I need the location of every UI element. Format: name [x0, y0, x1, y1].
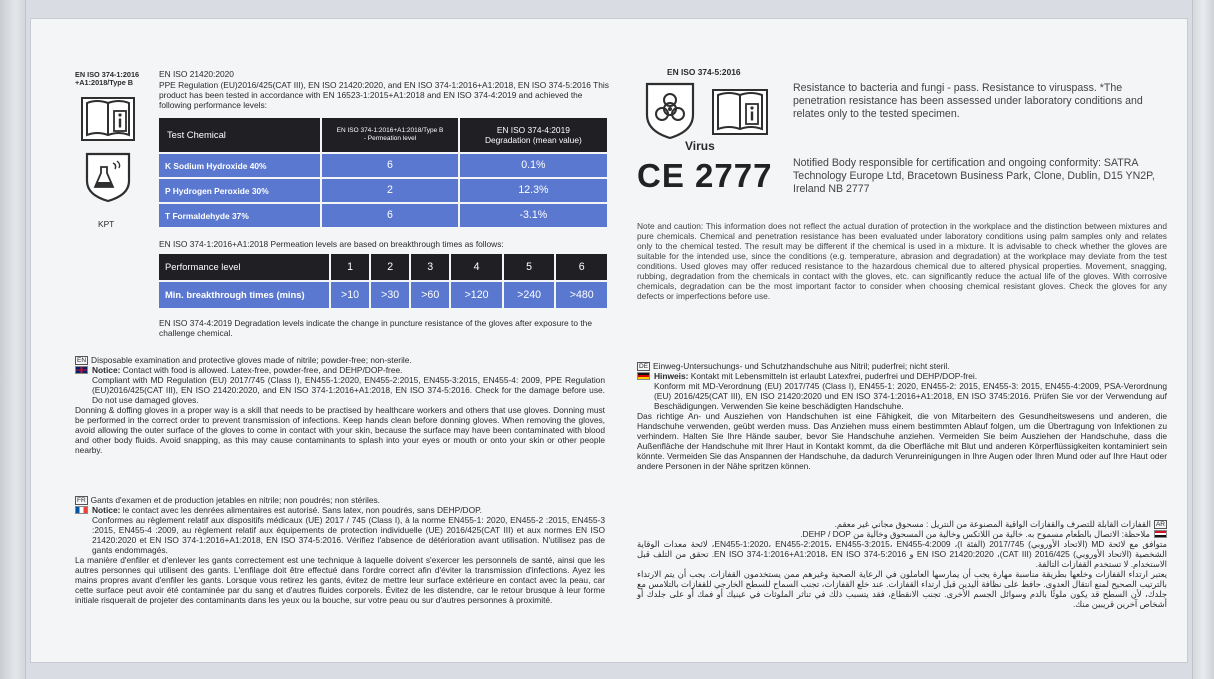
kpt-label: KPT — [98, 219, 115, 229]
ce-mark: CE 2777 — [637, 157, 773, 194]
left-std-label: EN ISO 374-1:2016 +A1:2018/Type B — [75, 70, 140, 88]
col-test-chemical: Test Chemical — [159, 118, 320, 152]
col-permeation: EN ISO 374-1:2016+A1:2018/Type B - Permeation level — [322, 118, 457, 152]
col-degradation: EN ISO 374-4:2019 Degradation (mean value) — [460, 118, 607, 152]
table-row: Performance level 1 2 3 4 5 6 — [159, 254, 607, 280]
lang-code-de: DE — [639, 363, 649, 370]
intro-text: PPE Regulation (EU)2016/425(CAT III), EN ISO 21420:2020, and EN ISO 374-1:2016+A1:2018, EN ISO 374-5:2016 This product has been tested in accordance with EN 16523-1:2015+A1:2018 and EN ISO 374-4:2019 and achieved the following performance levels: — [159, 80, 609, 110]
uk-flag-icon — [75, 366, 88, 374]
info-book-icon — [81, 97, 135, 141]
table-row: T Formaldehyde 37% 6 -3.1% — [159, 204, 607, 227]
performance-level-table — [157, 252, 609, 310]
chemical-hazard-shield-icon — [83, 151, 133, 201]
lang-code-ar: AR — [1155, 521, 1165, 528]
lang-code-fr: FR — [77, 497, 86, 504]
lang-code-en: EN — [77, 357, 87, 364]
std-374-5-label: EN ISO 374-5:2016 — [667, 67, 741, 77]
box-flap-left — [0, 0, 26, 679]
germany-flag-icon — [637, 372, 650, 380]
table-row: K Sodium Hydroxide 40% 6 0.1% — [159, 154, 607, 177]
resistance-text: Resistance to bacteria and fungi - pass. Resistance to viruspass. *The penetration resistance has been assessed under laboratory conditions and relates only to the tested specimen. — [793, 82, 1143, 120]
glove-box-back-panel — [30, 18, 1188, 663]
permeation-note: EN ISO 374-1:2016+A1:2018 Permeation levels are based on breakthrough times as follows: — [159, 239, 504, 249]
arabic-flag-icon — [1154, 530, 1167, 538]
section-en: EN Disposable examination and protective gloves made of nitrile; powder-free; non-sterile. Notice: Contact with food is allowed. Latex-free, powder-free, and DEHP/DOP-free. Compliant with MD Regulation (EU) 2017/745 (Class I), EN455-1:2020, EN455-2:2015, EN455-3:2015, EN455-4: 2009, PPE Regulation (EU)2016/425(CAT III), EN ISO 21420:2020, and EN ISO 374-1:2016+A1:2018, EN ISO 374-5:2016. Check for the damage before use. Do not use damaged gloves. Donning & doffing gloves in a proper way is a skill that needs to be practised by healthcare workers and others that use gloves. Donning must be performed in the correct order to prevent transmission of infections. Keep hands clean before donning gloves. When removing the gloves, avoid allowing the outer surface of the gloves to come in contact with your skin, because the surface may have been contaminated with blood and other body fluids. Avoid snapping, as this may cause contaminants to splash into your eyes or mouth or onto your skin or other people nearby. — [75, 355, 605, 455]
section-ar: ARالقفازات القابلة للتصرف والقفازات الواقية المصنوعة من النتريل : مسحوق مجاني غير معقم. ملاحظة: الاتصال بالطعام مسموح به. خالية من اللاتكس وخالية من المسحوق وخالية من DEHP / DOP. متوافق مع لائحة MD (الاتحاد الأوروبي) 2017/745 (الفئة I)، EN455-1:2020، EN455-2:2015، EN455-3:2015، EN455-4:2009، لائحة معدات الوقاية الشخصية (الاتحاد الأوروبي) 2016/425 (CAT III)، EN ISO 21420:2020 و EN ISO 374-1:2016+A1:2018، EN ISO 374-5:2016. تحقق من التلف قبل الاستخدام. لا تستخدم القفازات التالفة. يعتبر ارتداء القفازات وخلعها بطريقة مناسبة مهارة يجب أن يمارسها العاملون في الرعاية الصحية وغيرهم ممن يستخدمون القفازات. يجب أن يتم الارتداء بالترتيب الصحيح لمنع انتقال العدوى. حافظ على نظافة اليدين قبل ارتداء القفازات. عند خلع القفازات، تجنب السماح للسطح الخارجي للقفازات بالتلامس مع جلدك، لأن السطح قد يكون ملوثًا بالدم وسوائل الجسم الأخرى. تجنب الانقطاع، فقد يتسبب ذلك في تناثر الملوثات في عينيك أو فمك أو على جلدك أو أشخاص آخرين قريبين منك. — [637, 519, 1168, 609]
chemical-performance-table — [157, 116, 609, 229]
degradation-note: EN ISO 374-4:2019 Degradation levels indicate the change in puncture resistance of the gloves after exposure to the challenge chemical. — [159, 318, 592, 338]
virus-label: Virus — [685, 139, 715, 153]
box-flap-right — [1192, 0, 1214, 679]
section-de: DE Einweg-Untersuchungs- und Schutzhandschuhe aus Nitril; puderfrei; nicht steril. Hinweis: Kontakt mit Lebensmitteln ist erlaubt Latexfrei, puderfrei und DEHP/DOP-frei. Konform mit MD-Verordnung (EU) 2017/745 (Class I), EN455-1: 2020, EN455-2: 2015, EN455-3: 2015, EN455-4:2009, PSA-Verordnung (EU) 2016/425(CAT III), EN ISO 21420:2020 und EN ISO 374-1:2016+A1:2018, EN ISO 3745:2016. Prüfen Sie vor der Verwendung auf Beschädigungen. Verwenden Sie keine beschädigten Handschuhe. Das richtige An- und Ausziehen von Handschuhen ist eine Fähigkeit, die von Mitarbeitern des Gesundheitswesens und anderen, die Handschuhe verwenden, geübt werden muss. Das Anziehen muss einem bestimmten Ablauf folgen, um die Übertragung von Infektionen zu verhindern. Halten Sie Ihre Hände sauber, bevor Sie Handschuhe anziehen. Vermeiden Sie beim Ausziehen der Handschuhe, dass die Außenfläche der Handschuhe mit Ihrer Haut in Kontakt kommt, da die Oberfläche mit Blut und anderen Körperflüssigkeiten kontaminiert sein könnte. Vermeiden Sie das Anspannen der Handschuhe, da dadurch Verunreinigungen in Ihre Augen oder Ihren Mund oder auf Ihre Haut oder andere Personen in der Nähe spritzen können. — [637, 361, 1167, 471]
intro-std: EN ISO 21420:2020 — [159, 69, 234, 79]
caution-text: Note and caution: This information does not reflect the actual duration of protection in the workplace and the distinction between mixtures and pure chemicals. Chemical and penetration resistance has been evaluated under laboratory conditions using palm samples only and relates only to the chemical tested. The result may be different if the chemical is used in a mixture. It is advisable to check whether the gloves are suitable for the intended use, since the conditions (e.g. temperature, abrasion and degradation) at the workplace may deviate from the test conditions. Used gloves may offer reduced resistance to the hazardous chemical due to altered physical properties. Movement, snagging, rubbing, degradation from the chemicals in contact with the gloves, etc. can significantly reduce the actual life of the gloves. With corrosive chemicals, degradation can be the most important factor to consider when choosing chemical resistant gloves. Check the gloves for any defects or imperfections before use. — [637, 221, 1167, 301]
biohazard-shield-icon — [643, 81, 697, 141]
section-fr: FR Gants d'examen et de production jetables en nitrile; non poudrés; non stériles. Notice: le contact avec les denrées alimentaires est autorisé. Sans latex, non poudrés, sans DEHP/DOP. Conformes au règlement relatif aux dispositifs médicaux (UE) 2017 / 745 (Class I), à la norme EN455-1: 2020, EN455-2 :2015, EN455-3 :2015, EN455-4 :2009, au règlement relatif aux équipements de protection individuelle (UE) 2016/425(CAT III) et aux normes EN ISO 21420:2020 et EN ISO 374-1:2016+A1:2018, EN ISO 374-5:2016. Vérifiez l'absence de détérioration avant utilisation. N'utilisez pas de gants endommagés. La manière d'enfiler et d'enlever les gants correctement est une technique à laquelle doivent s'exercer les personnels de santé, ainsi que les autres personnes qui utilisent des gants. L'enfilage doit être effectué dans l'ordre correct afin d'éviter la transmission d'infections. Ayez les mains propres avant d'enfiler les gants. Lorsque vous retirez les gants, évitez de mettre leur surface extérieure en contact avec la peau, car cette surface peut avoir été contaminée par du sang et d'autres fluides corporels. Évitez de les distendre, car le retour brusque à leur forme initiale risquerait de projeter des contaminants dans les yeux ou la bouche, sur votre peau ou sur d'autres personnes à proximité. — [75, 495, 605, 605]
table-row: P Hydrogen Peroxide 30% 2 12.3% — [159, 179, 607, 202]
info-book-icon-2 — [712, 89, 768, 135]
table-row: Min. breakthrough times (mins) >10 >30 >60 >120 >240 >480 — [159, 282, 607, 308]
france-flag-icon — [75, 506, 88, 514]
notified-body-text: Notified Body responsible for certification and ongoing conformity: SATRA Technology Europe Ltd, Bracetown Business Park, Clone, Dublin, D15 YN2P, Ireland NB 2777 — [793, 157, 1155, 195]
